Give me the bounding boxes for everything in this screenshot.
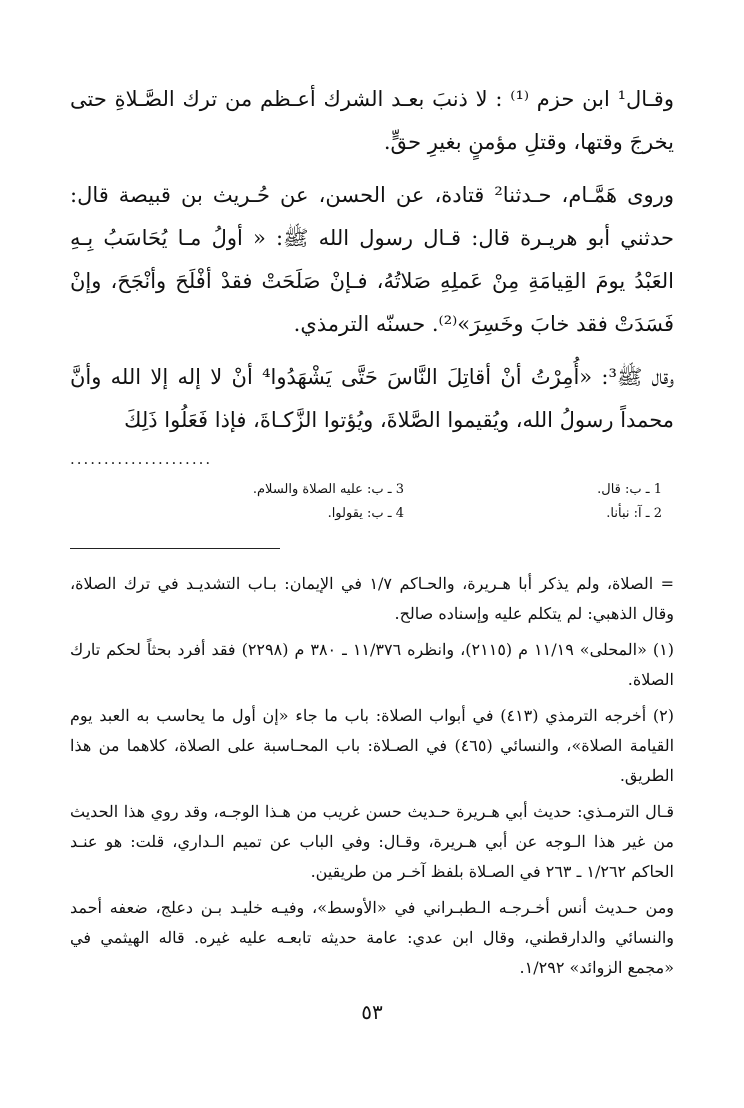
variant-note: 2 ـ آ: نبأنا. [606, 506, 662, 521]
variant-note: 1 ـ ب: قال. [597, 482, 662, 497]
footnote: (٢) أخرجه الترمذي (٤١٣) في أبواب الصلاة: باب ما جاء «إن أول ما يحاسب به العبد يوم القيامة الصلاة»، والنسائي (٤٦٥) في الصـلاة: باب المحـاسبة على الصلاة، كلاهما من هذا الطريق. [70, 706, 675, 785]
variant-note: 3 ـ ب: عليه الصلاة والسلام. [252, 482, 404, 497]
footnote: ومن حـديث أنس أخـرجـه الـطبـراني في «الأوسط»، وفيـه خليـد بـن دعلج، ضعفه أحمد والنسائي والدارقطني، وقال ابن عدي: عامة حديثه تابعـه عليه غيره. قاله الهيثمي في «مجمع الزوائد» ١/٢٩٢. [70, 898, 674, 977]
variant-note: 4 ـ ب: يقولوا. [327, 506, 404, 521]
page-number: ٥٣ [361, 1000, 383, 1024]
footnote-divider [70, 548, 280, 549]
main-paragraph: وقـال¹ ابن حزم ⁽¹⁾ : لا ذنبَ بعـد الشرك أعـظم من ترك الصَّـلاةِ حتى يخرجَ وقتها، وقتلِ مؤمنٍ بغيرِ حقٍّ. [70, 87, 674, 154]
main-paragraph: وروى هَمَّـام، حـدثنا² قتادة، عن الحسن، عن حُـريث بن قبيصة قال: حدثني أبو هريـرة قال: قـال رسول الله ﷺ: « أولُ مـا يُحَاسَبُ بِـهِ العَبْدُ يومَ القِيامَةِ مِنْ عَملِهِ صَلاتُهُ، فـإنْ صَلَحَتْ فقدْ أفْلَحَ وأنْجَحَ، وإنْ فَسَدَتْ فقد خابَ وخَسِرَ»⁽²⁾. حسنّه الترمذي. [70, 183, 674, 336]
footnote: قـال الترمـذي: حديث أبي هـريرة حـديث حسن غريب من هـذا الوجـه، وقد روي هذا الحديث من غير هذا الـوجه عن أبي هـريرة، وقـال: وفي الباب عن تميم الـداري، قلت: هو عنـد الحاكم ١/٢٦٢ ـ ٢٦٣ في الصـلاة بلفظ آخـر من طريقين. [70, 802, 674, 881]
variants-column [597, 478, 662, 526]
variants-column [253, 478, 404, 526]
footnote: = الصلاة، ولم يذكر أبا هـريرة، والحـاكم ١/٧ في الإيمان: بـاب التشديـد في ترك الصلاة، وقال الذهبي: لم يتكلم عليه وإسناده صالح. [70, 574, 674, 623]
footnote: (١) «المحلى» ١١/١٩ م (٢١١٥)، وانظره ١١/٣٧٦ ـ ٣٨٠ م (٢٢٩٨) فقد أفرد بحثاً لحكم تارك الصلاة. [70, 640, 674, 689]
main-text [70, 78, 674, 442]
footnotes [70, 569, 674, 983]
page-content [70, 78, 674, 989]
main-paragraph: وقال ﷺ³: «أُمِرْتُ أنْ أقاتِلَ النَّاسَ حَتَّى يَشْهَدُوا⁴ أنْ لا إله إلا الله وأنَّ محمداً رسولُ الله، ويُقيموا الصَّلاةَ، ويُؤتوا الزَّكـاةَ، فإذا فَعَلُوا ذَلِكَ [70, 365, 675, 432]
manuscript-variants [70, 478, 674, 530]
dotted-separator: ..................... [70, 450, 213, 468]
